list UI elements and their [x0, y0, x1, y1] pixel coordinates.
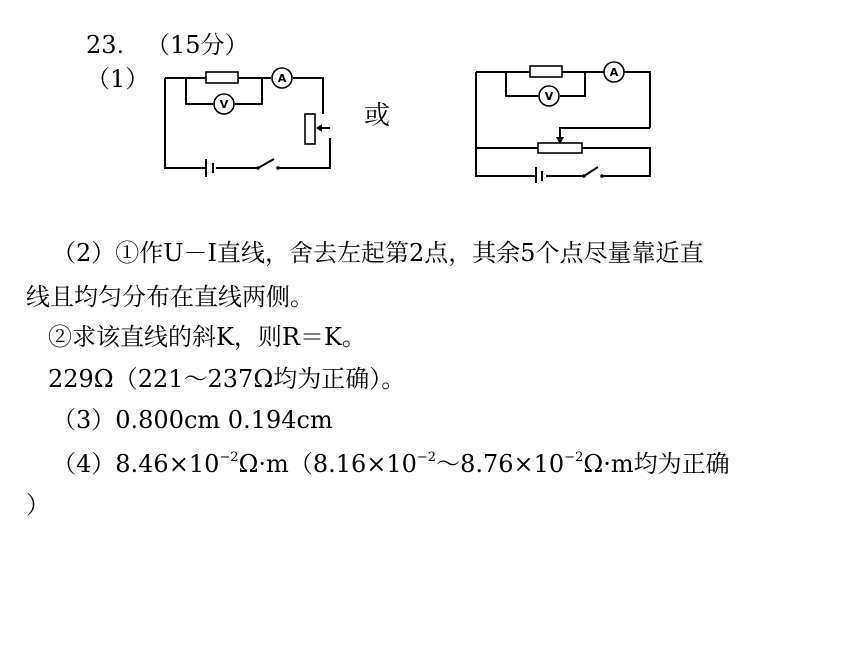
- part4-close-paren: ）: [26, 491, 50, 519]
- voltmeter-label: V: [544, 90, 554, 103]
- circuit-diagram-1: [158, 58, 358, 188]
- ammeter-label: A: [277, 72, 287, 85]
- battery-icon: [206, 159, 213, 177]
- exponent: −2: [416, 450, 437, 465]
- ammeter-label: A: [609, 66, 619, 79]
- part2-line2: 线且均匀分布在直线两侧。: [26, 283, 314, 311]
- switch-icon: [258, 159, 274, 168]
- circuit-diagram-2: [470, 58, 660, 183]
- resistor: [530, 66, 562, 77]
- or-label: 或: [364, 101, 391, 131]
- part3-answer: （3）0.800cm 0.194cm: [52, 406, 333, 434]
- rheostat-arrow: [316, 124, 322, 132]
- part2-line1: （2）①作U－I直线，舍去左起第2点，其余5个点尽量靠近直: [52, 239, 704, 267]
- wire-top-loop: [476, 72, 650, 148]
- resistor: [206, 72, 238, 83]
- rheostat: [305, 114, 315, 144]
- part4-answer: $(4)8.46\times 10^{-2}\Omega\cdot m(8.16\times 10^{-2}\sim 8.76\times 10^{-2}\Omega\cdot m$均为正确: [52, 450, 730, 478]
- exponent: −2: [219, 450, 239, 465]
- part2-line3: ②求该直线的斜K，则R＝K。: [48, 323, 366, 351]
- rheostat-slider: [560, 128, 650, 138]
- rheostat: [538, 143, 582, 153]
- question-score: （15分）: [146, 31, 249, 59]
- exponent: −2: [564, 450, 584, 465]
- question-number: 23.: [86, 31, 125, 59]
- battery-icon: [536, 167, 542, 183]
- switch-icon: [584, 167, 598, 176]
- part2-line4: 229Ω（221～237Ω均为正确）。: [48, 365, 406, 393]
- voltmeter-label: V: [219, 98, 229, 111]
- part1-label: （1）: [86, 65, 150, 93]
